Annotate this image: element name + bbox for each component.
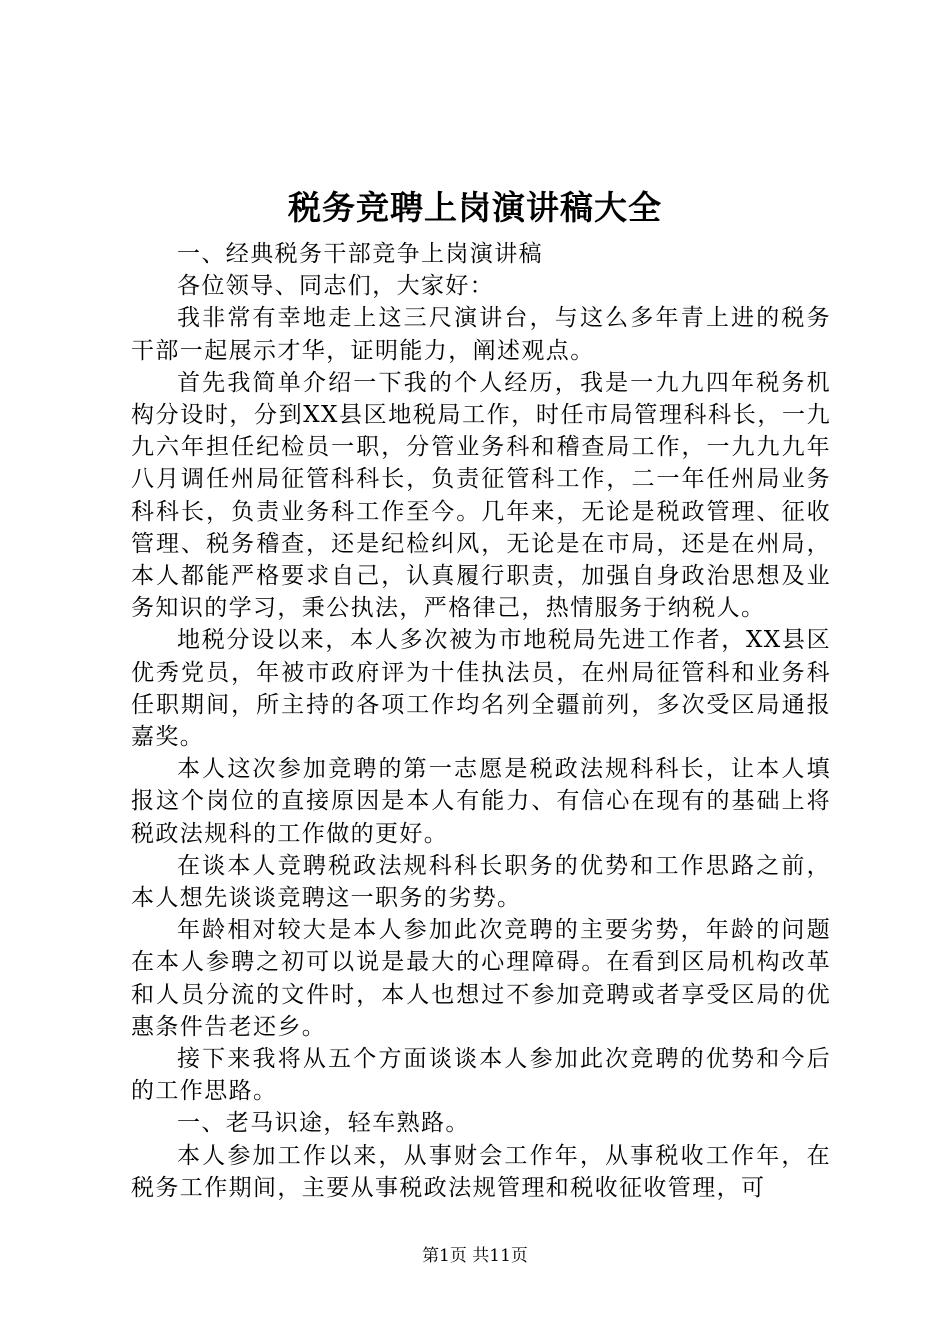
paragraph: 在谈本人竞聘税政法规科科长职务的优势和工作思路之前，本人想先谈谈竞聘这一职务的劣势。 — [131, 852, 831, 912]
paragraph: 本人这次参加竞聘的第一志愿是税政法规科科长，让本人填报这个岗位的直接原因是本人有能力、有信心在现有的基础上将税政法规科的工作做的更好。 — [131, 756, 831, 847]
paragraph: 接下来我将从五个方面谈谈本人参加此次竞聘的优势和今后的工作思路。 — [131, 1046, 831, 1105]
paragraph: 本人参加工作以来，从事财会工作年，从事税收工作年，在税务工作期间，主要从事税政法规管理和税收征收管理，可 — [131, 1142, 831, 1201]
paragraph: 一、老马识途，轻车熟路。 — [177, 1110, 470, 1137]
paragraph: 地税分设以来，本人多次被为市地税局先进工作者，XX县区优秀党员，年被市政府评为十佳执法员，在州局征管科和业务科任职期间，所主持的各项工作均名列全疆前列，多次受区局通报嘉奖。 — [131, 627, 831, 751]
paragraph: 一、经典税务干部竞争上岗演讲稿 — [177, 241, 543, 267]
paragraph: 各位领导、同志们，大家好： — [177, 273, 495, 300]
page-number-footer: 第1页 共11页 — [422, 1246, 528, 1266]
document-title: 税务竞聘上岗演讲稿大全 — [288, 188, 662, 227]
paragraph: 年龄相对较大是本人参加此次竞聘的主要劣势，年龄的问题在本人参聘之初可以说是最大的心理障碍。在看到区局机构改革和人员分流的文件时，本人也想过不参加竞聘或者享受区局的优惠条件告老还乡。 — [131, 917, 831, 1040]
paragraph: 我非常有幸地走上这三尺演讲台，与这么多年青上进的税务干部一起展示才华，证明能力，阐述观点。 — [131, 305, 831, 364]
paragraph: 首先我简单介绍一下我的个人经历，我是一九九四年税务机构分设时，分到XX县区地税局工作，时任市局管理科科长，一九九六年担任纪检员一职，分管业务科和稽查局工作，一九九九年八月调任州局征管科科长，负责征管科工作，二一年任州局业务科科长，负责业务科工作至今。几年来，无论是税政管理、征收管理、税务稽查，还是纪检纠风，无论是在市局，还是在州局，本人都能严格要求自己，认真履行职责，加强自身政治思想及业务知识的学习，秉公执法，严格律己，热情服务于纳税人。 — [131, 369, 831, 622]
document-body — [131, 238, 831, 1204]
